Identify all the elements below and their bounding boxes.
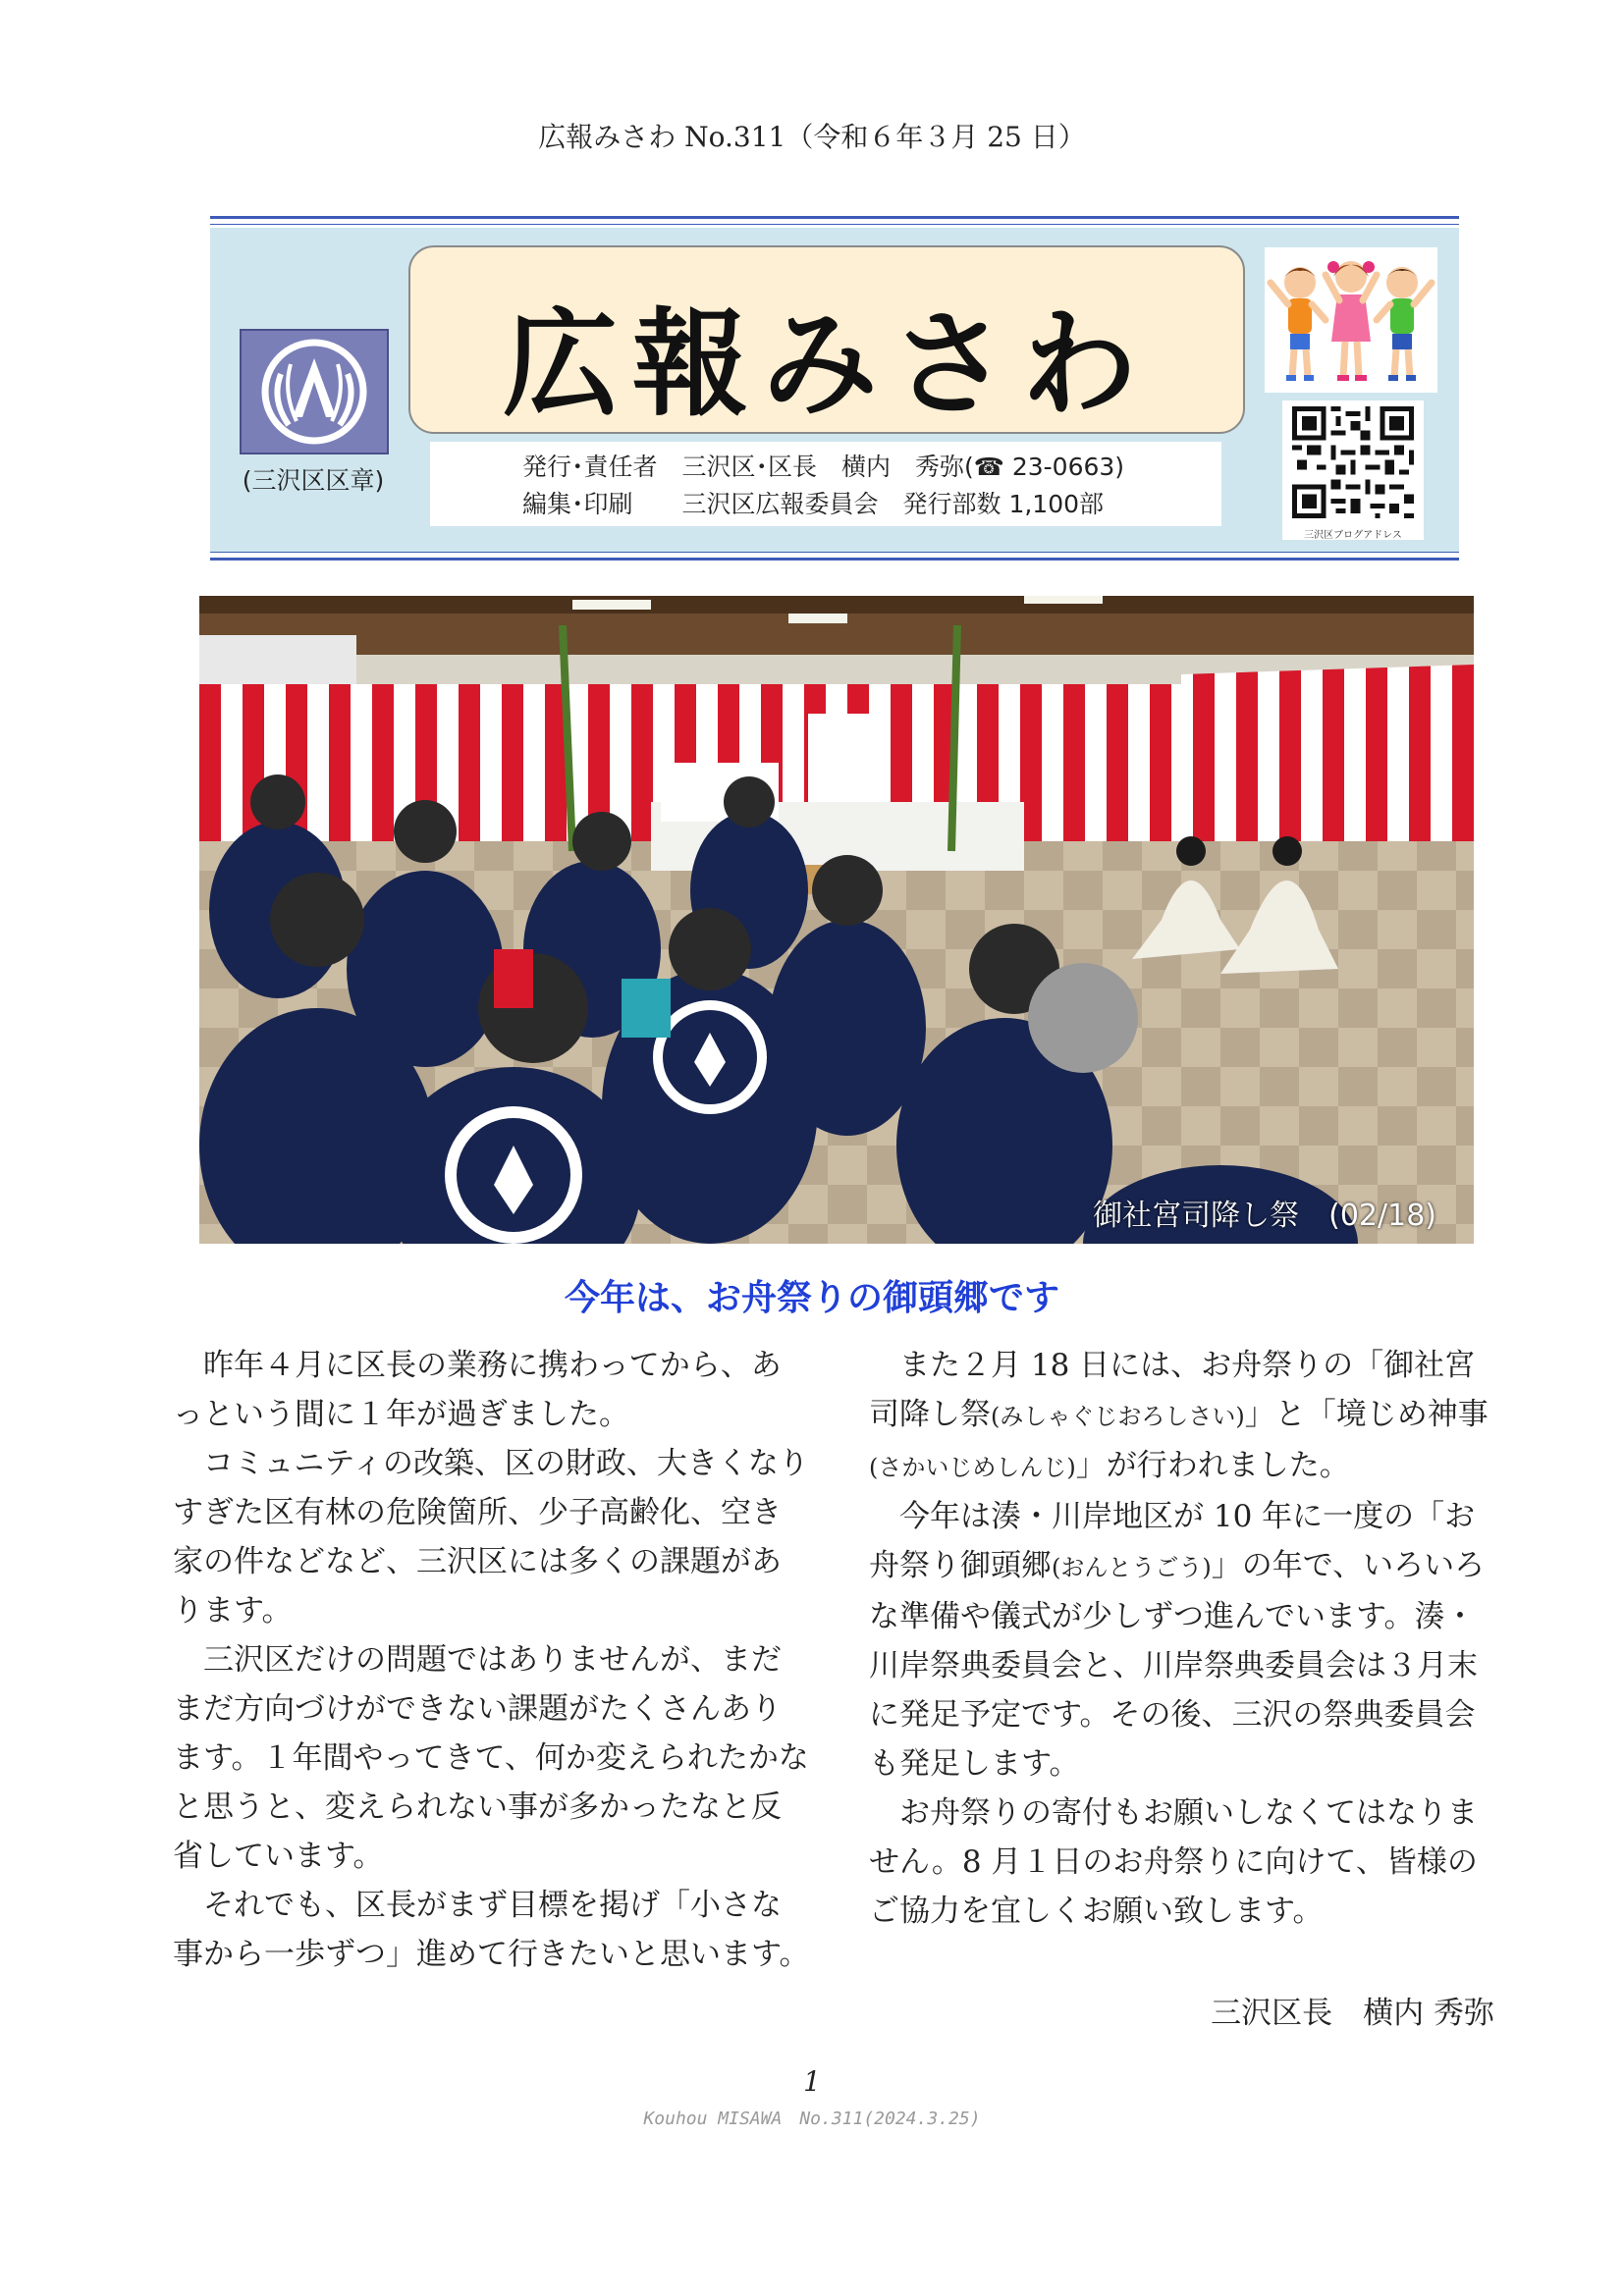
children-icon bbox=[1265, 247, 1437, 393]
emblem-icon bbox=[242, 331, 387, 453]
masthead-bottom-rule bbox=[210, 558, 1459, 561]
masthead-top-rule bbox=[210, 216, 1459, 219]
page-number: 1 bbox=[803, 2065, 821, 2098]
masthead-bottom-rule-thin bbox=[210, 552, 1459, 553]
masthead-top-rule-thin bbox=[210, 224, 1459, 225]
photo-caption: 御社宮司降し祭 (02/18) bbox=[1093, 1199, 1436, 1233]
text-run: 」と「境じめ神事 bbox=[1244, 1397, 1489, 1432]
article-headline: 今年は、お舟祭りの御頭郷です bbox=[564, 1278, 1059, 1318]
footer-text: Kouhou MISAWA No.311(2024.3.25) bbox=[643, 2109, 981, 2129]
qr-caption: 三沢区ブログアドレス bbox=[1304, 530, 1402, 541]
article-paragraph: コミュニティの改築、区の財政、大きくなりすぎた区有林の危険箇所、少子高齢化、空き家の件などなど、三沢区には多くの課題があります。 bbox=[173, 1446, 809, 1629]
children-illustration bbox=[1265, 247, 1437, 393]
article-paragraph: それでも、区長がまず目標を掲げ「小さな事から一歩ずつ」進めて行きたいと思います。 bbox=[173, 1888, 810, 1972]
text-run: 」が行われました。 bbox=[1075, 1448, 1350, 1483]
title-box bbox=[408, 245, 1245, 434]
ceremony-photo bbox=[199, 596, 1474, 1244]
article-right-column bbox=[869, 1341, 1497, 1936]
article-paragraph: 三沢区だけの問題ではありませんが、まだまだ方向づけができない課題がたくさんあります。１年間やってきて、何か変えられたかなと思うと、変えられない事が多かったなと反省しています。 bbox=[173, 1642, 809, 1874]
emblem-caption: (三沢区区章) bbox=[242, 466, 385, 495]
publisher-info bbox=[430, 442, 1221, 526]
district-emblem bbox=[240, 329, 389, 454]
text-run: 今年は湊・川岸地区が 10 年に一度の「お舟祭り御頭郷 bbox=[869, 1499, 1476, 1583]
editor-line: 編集･印刷 三沢区広報委員会 発行部数 1,100部 bbox=[522, 490, 1105, 518]
text-run: また２月 18 日には、お舟祭りの「御社宮司降し祭 bbox=[869, 1348, 1476, 1432]
article-paragraph: お舟祭りの寄付もお願いしなくてはなりません。8 月１日のお舟祭りに向けて、皆様のご協力を宜しくお願い致します。 bbox=[869, 1795, 1478, 1929]
article-paragraph bbox=[869, 1341, 1497, 1492]
qr-code-icon bbox=[1282, 400, 1424, 524]
blog-qr-code[interactable] bbox=[1282, 400, 1424, 540]
reading-annotation: (みしゃぐじおろしさい) bbox=[991, 1403, 1245, 1430]
ceremony-scene bbox=[199, 596, 1474, 1244]
article-left-column bbox=[173, 1341, 811, 1979]
running-header: 広報みさわ No.311（令和６年３月 25 日） bbox=[538, 121, 1086, 153]
article-paragraph: 昨年４月に区長の業務に携わってから、あっという間に１年が過ぎました。 bbox=[173, 1348, 782, 1432]
reading-annotation: (おんとうごう) bbox=[1052, 1554, 1212, 1581]
publisher-line: 発行･責任者 三沢区･区長 横内 秀弥(☎ 23-0663) bbox=[522, 453, 1125, 481]
newsletter-title: 広報みさわ bbox=[502, 296, 1151, 432]
article-paragraph bbox=[869, 1492, 1497, 1789]
author-signature: 三沢区長 横内 秀弥 bbox=[1211, 1996, 1494, 2031]
text-run: 」の年で、いろいろな準備や儀式が少しずつ進んでいます。湊・川岸祭典委員会と、川岸祭典委員会は３月末に発足予定です。その後、三沢の祭典委員会も発足します。 bbox=[869, 1548, 1486, 1782]
reading-annotation: (さかいじめしんじ) bbox=[869, 1454, 1076, 1481]
